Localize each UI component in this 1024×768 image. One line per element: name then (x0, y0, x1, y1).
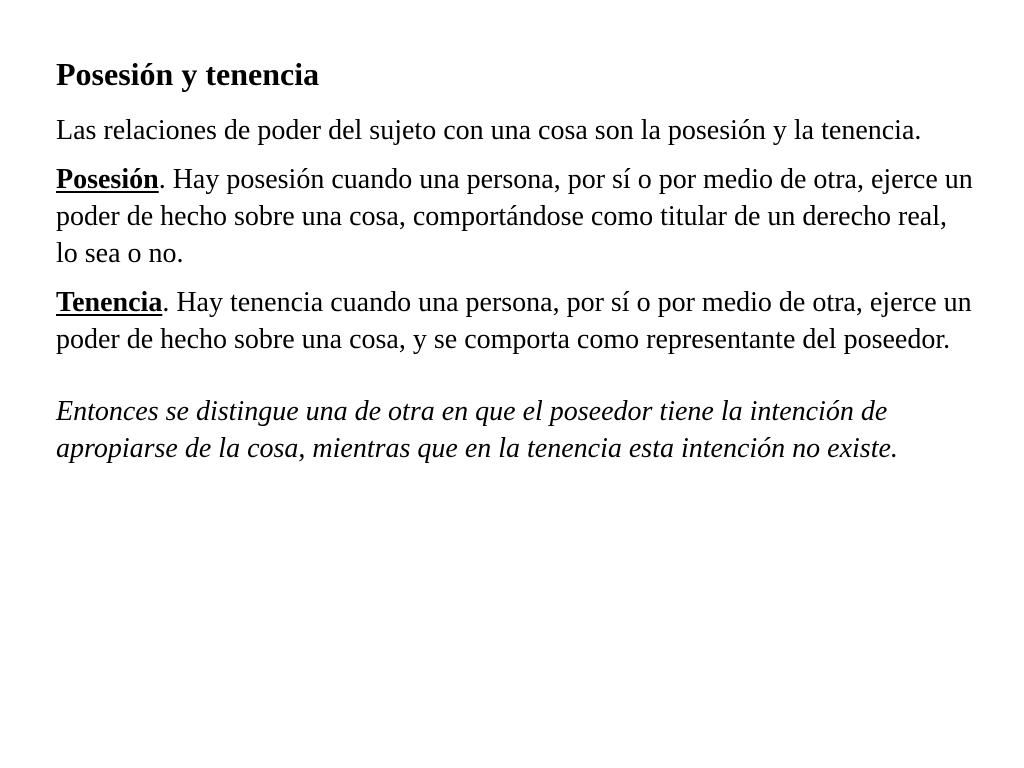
slide-title: Posesión y tenencia (56, 56, 320, 92)
tenencia-term: Tenencia (56, 287, 163, 318)
conclusion-paragraph: Entonces se distingue una de otra en que el poseedor tiene la intención de apropiarse de la cosa, mientras que en la tenencia esta intención no existe. (56, 396, 898, 464)
posesion-term: Posesión (56, 164, 159, 195)
tenencia-paragraph (56, 284, 974, 358)
tenencia-definition: . Hay tenencia cuando una persona, por sí o por medio de otra, ejerce un poder de hecho sobre una cosa, y se comporta como representante del poseedor. (56, 287, 972, 355)
posesion-definition: . Hay posesión cuando una persona, por sí o por medio de otra, ejerce un poder de hecho sobre una cosa, comportándose como titular de un derecho real, lo sea o no. (56, 164, 973, 269)
intro-paragraph: Las relaciones de poder del sujeto con una cosa son la posesión y la tenencia. (56, 115, 922, 146)
posesion-paragraph (56, 161, 974, 272)
